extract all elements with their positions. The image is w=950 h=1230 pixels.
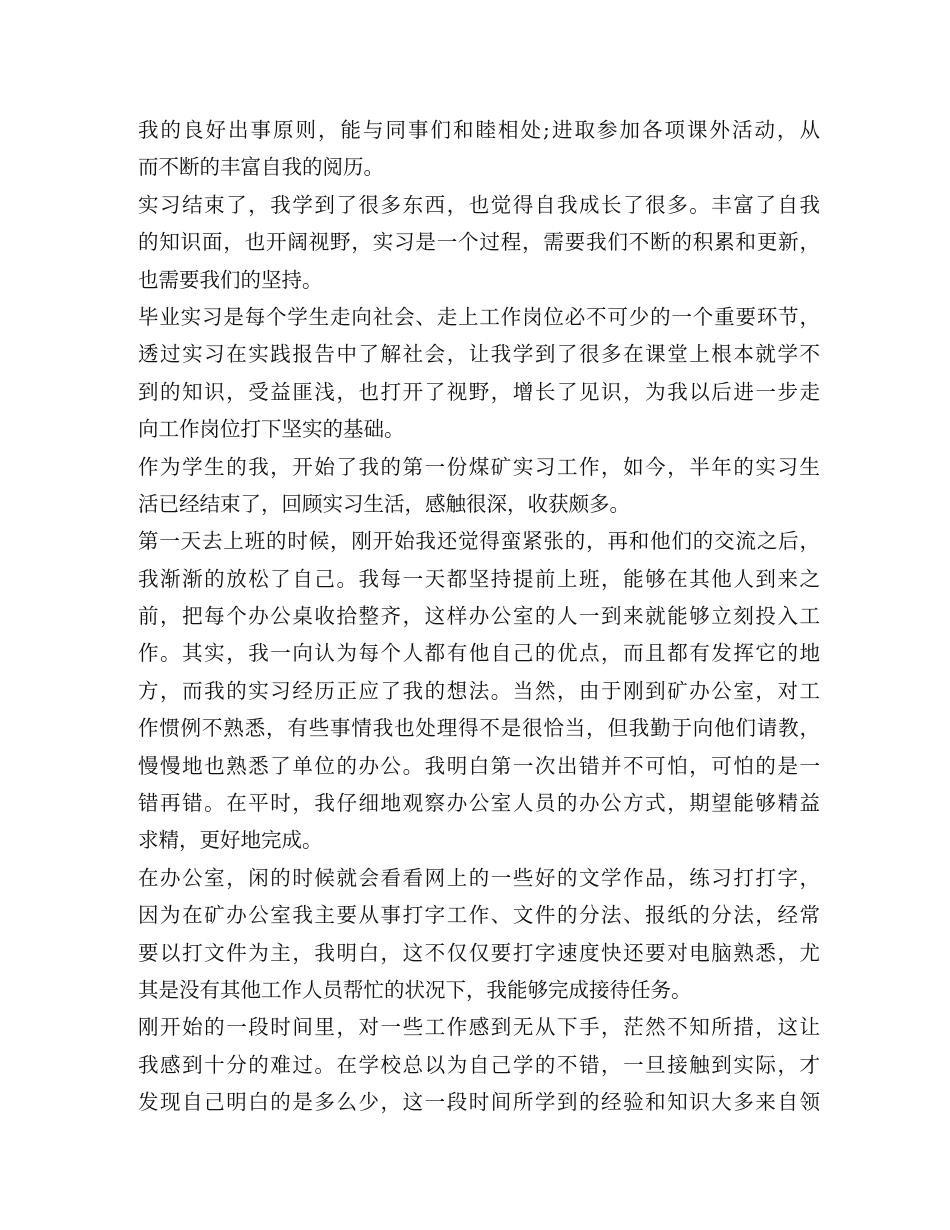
text-line: 的知识面，也开阔视野，实习是一个过程，需要我们不断的积累和更新， [138,230,820,255]
text-line: 而不断的丰富自我的阅历。 [138,155,384,180]
text-line: 发现自己明白的是多么少，这一段时间所学到的经验和知识大多来自领 [138,1090,820,1115]
text-line: 我的良好出事原则，能与同事们和睦相处;进取参加各项课外活动，从 [138,118,820,142]
text-line: 作为学生的我，开始了我的第一份煤矿实习工作，如今，半年的实习生 [138,454,820,479]
text-line: 实习结束了，我学到了很多东西，也觉得自我成长了很多。丰富了自我 [138,192,820,217]
text-line: 其是没有其他工作人员帮忙的状况下，我能够完成接待任务。 [138,977,692,1002]
paragraph [138,449,820,524]
text-line: 作惯例不熟悉，有些事情我也处理得不是很恰当，但我勤于向他们请教， [138,716,820,741]
paragraph [138,299,820,449]
text-line: 方，而我的实习经历正应了我的想法。当然，由于刚到矿办公室，对工 [138,678,820,703]
text-line: 透过实习在实践报告中了解社会，让我学到了很多在课堂上根本就学不 [138,342,820,367]
text-line: 求精，更好地完成。 [138,828,323,853]
text-line: 第一天去上班的时候，刚开始我还觉得蛮紧张的，再和他们的交流之后， [138,529,820,554]
text-line: 因为在矿办公室我主要从事打字工作、文件的分法、报纸的分法，经常 [138,903,820,928]
paragraph [138,1009,820,1121]
text-line: 我渐渐的放松了自己。我每一天都坚持提前上班，能够在其他人到来之 [138,566,820,591]
text-line: 在办公室，闲的时候就会看看网上的一些好的文学作品，练习打打字， [138,865,820,890]
text-line: 向工作岗位打下坚实的基础。 [138,417,405,442]
text-line: 要以打文件为主，我明白，这不仅仅要打字速度快还要对电脑熟悉，尤 [138,940,820,965]
text-line: 错再错。在平时，我仔细地观察办公室人员的办公方式，期望能够精益 [138,791,820,816]
text-line: 前，把每个办公桌收拾整齐，这样办公室的人一到来就能够立刻投入工 [138,604,820,629]
text-line: 毕业实习是每个学生走向社会、走上工作岗位必不可少的一个重要环节， [138,304,820,329]
paragraph [138,112,820,187]
paragraph [138,523,820,860]
text-line: 我感到十分的难过。在学校总以为自己学的不错，一旦接触到实际，才 [138,1052,820,1077]
document-body [138,112,820,1122]
paragraph [138,187,820,299]
paragraph [138,860,820,1010]
text-line: 作。其实，我一向认为每个人都有他自己的优点，而且都有发挥它的地 [138,641,820,666]
text-line: 到的知识，受益匪浅，也打开了视野，增长了见识，为我以后进一步走 [138,379,820,404]
text-line: 也需要我们的坚持。 [138,267,323,292]
text-line: 刚开始的一段时间里，对一些工作感到无从下手，茫然不知所措，这让 [138,1015,820,1040]
text-line: 慢慢地也熟悉了单位的办公。我明白第一次出错并不可怕，可怕的是一 [138,753,820,778]
text-line: 活已经结束了，回顾实习生活，感触很深，收获颇多。 [138,491,630,516]
